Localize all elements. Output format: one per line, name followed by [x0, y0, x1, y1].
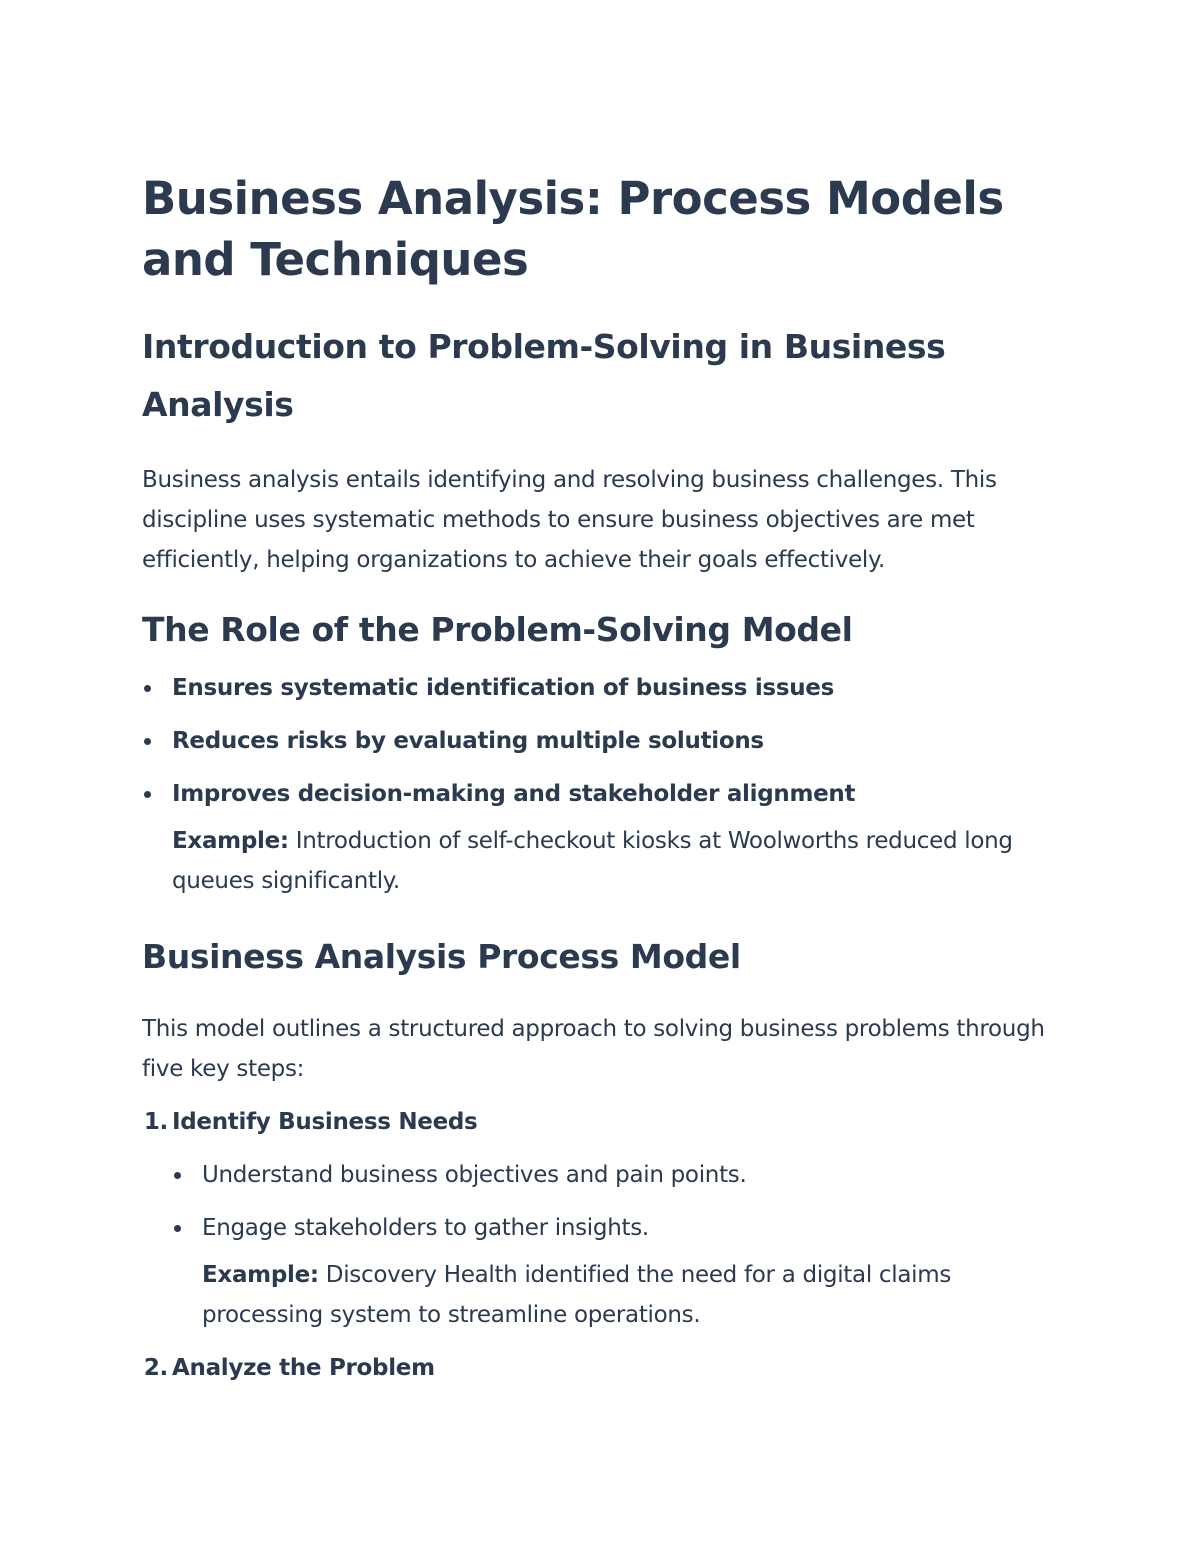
- list-item: [172, 1208, 1072, 1248]
- step-number: 2.: [143, 1355, 168, 1381]
- role-example: [142, 821, 1072, 901]
- section-heading-role: The Role of the Problem-Solving Model: [142, 610, 853, 649]
- list-item: [142, 668, 1072, 708]
- step-title: Identify Business Needs: [172, 1109, 478, 1135]
- list-item-text: Improves decision-making and stakeholder alignment: [172, 781, 856, 807]
- step-number: 1.: [143, 1109, 168, 1135]
- list-item-text: Reduces risks by evaluating multiple solutions: [172, 728, 764, 754]
- introduction-paragraph: Business analysis entails identifying and resolving business challenges. This discipline uses systematic methods to ensure business objectives are met efficiently, helping organizations to achieve their goals effectively.: [142, 467, 997, 573]
- bullet-icon: [144, 738, 151, 745]
- list-item: [142, 721, 1072, 761]
- bullet-icon: [144, 791, 151, 798]
- example-label: Example:: [202, 1262, 319, 1288]
- role-bullet-list: [142, 668, 1072, 814]
- list-item: [172, 1155, 1072, 1195]
- list-item-text: Understand business objectives and pain points.: [202, 1162, 747, 1188]
- process-step: [142, 1348, 1072, 1388]
- document-title: Business Analysis: Process Models and Techniques: [142, 172, 1004, 286]
- list-item: [142, 774, 1072, 814]
- step-title: Analyze the Problem: [172, 1355, 435, 1381]
- process-paragraph: This model outlines a structured approach to solving business problems through five key steps:: [142, 1016, 1045, 1082]
- example-text: Introduction of self-checkout kiosks at Woolworths reduced long queues significantly.: [172, 828, 1013, 894]
- document-page: [142, 168, 1072, 1401]
- process-steps-list: [142, 1102, 1072, 1388]
- bullet-icon: [174, 1225, 181, 1232]
- bullet-icon: [144, 685, 151, 692]
- example-text: Discovery Health identified the need for a digital claims processing system to streamline operations.: [202, 1262, 952, 1328]
- bullet-icon: [174, 1172, 181, 1179]
- step-bullet-list: [172, 1155, 1072, 1248]
- example-label: Example:: [172, 828, 289, 854]
- process-step: [142, 1102, 1072, 1335]
- list-item-text: Ensures systematic identification of business issues: [172, 675, 834, 701]
- section-heading-introduction: Introduction to Problem-Solving in Business Analysis: [142, 327, 946, 424]
- section-heading-process-model: Business Analysis Process Model: [142, 937, 741, 976]
- step-example: [172, 1255, 1072, 1335]
- list-item-text: Engage stakeholders to gather insights.: [202, 1215, 649, 1241]
